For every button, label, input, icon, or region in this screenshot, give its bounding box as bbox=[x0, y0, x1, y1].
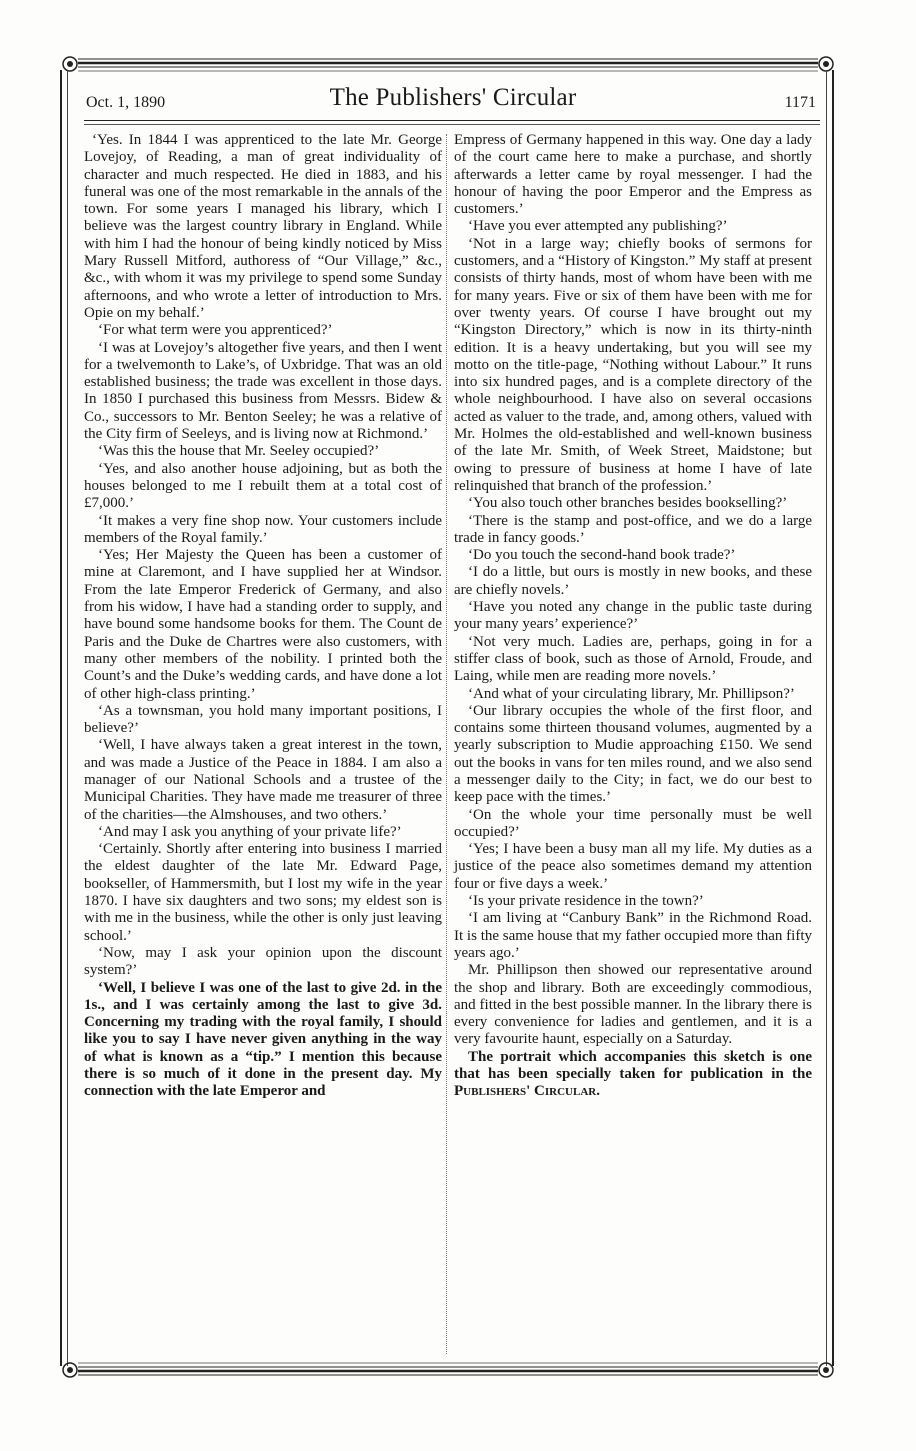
closing-note-end: . bbox=[596, 1083, 600, 1100]
publication-name: Publishers' Circular bbox=[454, 1083, 597, 1100]
paragraph: ‘Is your private residence in the town?’ bbox=[468, 893, 704, 910]
paragraph: ‘Not in a large way; chiefly books of sermons for customers, and a “History of Kingston.” My staff at present consists of thirty hands, most of whom have been with me for many years. Five or six of them have been with me for over twenty years. Of course I have brought out my “Kingston Directory,” which is now in its thirty-ninth edition. It is a heavy undertaking, but you will see my motto on the title-page, “Nothing without Labour.” It runs into six hundred pages, and is a complete directory of the whole neighbourhood. I have also on several occasions acted as valuer to the trade, and, among others, valued with Mr. Holmes the old-established and well-known business of the late Mr. Smith, of Week Street, Maidstone; but owing to pressure of business at home I have of late relinquished that branch of the profession.’ bbox=[454, 235, 812, 494]
page-number: 1171 bbox=[784, 94, 816, 111]
right-border-rule bbox=[826, 70, 834, 1366]
header-rule bbox=[84, 120, 820, 121]
paragraph: ‘I was at Lovejoy’s altogether five years, and then I went for a twelvemonth to Lake’s, of Uxbridge. That was an old established business; the trade was excellent in those days. In 1850 I purchased this business from Messrs. Bidew & Co., successors to Mr. Benton Seeley; he was a relative of the City firm of Seeleys, and is living now at Richmond.’ bbox=[84, 339, 442, 443]
closing-note-text: The portrait which accompanies this sketch is one that has been specially taken for publication in the bbox=[454, 1048, 812, 1083]
journal-title: The Publishers' Circular bbox=[329, 84, 577, 111]
bottom-ornamental-rule bbox=[62, 1360, 834, 1382]
paragraph: ‘And what of your circulating library, Mr. Phillipson?’ bbox=[468, 685, 795, 702]
paragraph: ‘Certainly. Shortly after entering into business I married the eldest daughter of the late Mr. Edward Page, bookseller, of Hammersmith, but I lost my wife in the year 1870. I have six daughters and two sons; my eldest son is with me in the business, while the other is only just leaving school.’ bbox=[84, 841, 442, 944]
paragraph: ‘As a townsman, you hold many important positions, I believe?’ bbox=[84, 702, 442, 737]
paragraph: ‘For what term were you apprenticed?’ bbox=[98, 322, 333, 339]
paragraph: ‘Well, I believe I was one of the last to give 2d. in the 1s., and I was certainly among the last to give 3d. Concerning my trading with the royal family, I should like you to say I have never given anything in the way of what is known as a “tip.” I mention this because there is so much of it done in the present day. My connection with the late Emperor and bbox=[84, 979, 442, 1100]
left-column bbox=[84, 132, 442, 1101]
paragraph: ‘There is the stamp and post-office, and we do a large trade in fancy goods.’ bbox=[454, 512, 812, 546]
paragraph: ‘Do you touch the second-hand book trade?’ bbox=[468, 547, 736, 564]
top-ornamental-rule bbox=[62, 52, 834, 74]
paragraph: ‘Yes, and also another house adjoining, but as both the houses belonged to me I rebuilt them at a total cost of £7,000.’ bbox=[84, 460, 442, 512]
paragraph: ‘And may I ask you anything of your private life?’ bbox=[98, 823, 402, 840]
header-rule-thin bbox=[84, 124, 820, 125]
paragraph: ‘It makes a very fine shop now. Your customers include members of the Royal family.’ bbox=[84, 512, 442, 546]
paragraph: ‘Was this the house that Mr. Seeley occupied?’ bbox=[98, 443, 380, 460]
paragraph: ‘Have you noted any change in the public taste during your many years’ experience?’ bbox=[454, 599, 812, 633]
paragraph: ‘Yes; I have been a busy man all my life. My duties as a justice of the peace also sometimes demand my attention four or five days a week.’ bbox=[454, 841, 812, 892]
paragraph: ‘Yes; Her Majesty the Queen has been a customer of mine at Claremont, and I have supplied her at Windsor. From the late Emperor Frederick of Germany, and also from his widow, I have had a standing order to supply, and have bound some handsome books for them. The Count de Paris and the Duke de Chartres were also customers, with many other members of the nobility. I printed both the Count’s and the Duke’s wedding cards, and have done a lot of other high-class printing.’ bbox=[84, 547, 442, 702]
column-divider bbox=[446, 134, 447, 1354]
closing-note bbox=[454, 1049, 812, 1101]
paragraph: Empress of Germany happened in this way. One day a lady of the court came here to make a purchase, and shortly afterwards a letter came by royal messenger. I had the honour of having the poor Emperor and the Empress as customers.’ bbox=[454, 132, 812, 218]
running-head bbox=[84, 84, 822, 118]
paragraph: Mr. Phillipson then showed our representative around the shop and library. Both are exceedingly commodious, and fitted in the best possible manner. In the library there is every convenience for ladies and gentlemen, and it is a very favourite haunt, especially on a Saturday. bbox=[454, 962, 812, 1048]
left-border-rule bbox=[60, 70, 68, 1366]
paragraph: ‘I am living at “Canbury Bank” in the Richmond Road. It is the same house that my father occupied more than fifty years ago.’ bbox=[454, 910, 812, 961]
paragraph: ‘Now, may I ask your opinion upon the discount system?’ bbox=[84, 944, 442, 979]
paragraph: ‘You also touch other branches besides bookselling?’ bbox=[468, 495, 788, 512]
paragraph: ‘I do a little, but ours is mostly in new books, and these are chiefly novels.’ bbox=[454, 564, 812, 598]
right-column bbox=[454, 132, 812, 1101]
paragraph: ‘Yes. In 1844 I was apprenticed to the late Mr. George Lovejoy, of Reading, a man of great individuality of character and much respected. He died in 1883, and his funeral was one of the most remarkable in the annals of the town. For some years I managed his library, which I believe was the largest country library in England. While with him I had the honour of being kindly noticed by Miss Mary Russell Mitford, authoress of “Our Village,” &c., &c., with whom it was my privilege to spend some Sunday afternoons, and who wrote a letter of introduction to Mrs. Opie on my behalf.’ bbox=[84, 132, 442, 321]
paragraph: ‘Not very much. Ladies are, perhaps, going in for a stiffer class of book, such as those of Arnold, Froude, and Laing, while men are reading more novels.’ bbox=[454, 633, 812, 685]
paragraph: ‘On the whole your time personally must be well occupied?’ bbox=[454, 806, 812, 840]
paragraph: ‘Well, I have always taken a great interest in the town, and was made a Justice of the Peace in 1884. I am also a manager of our National Schools and a trustee of the Municipal Charities. They have made me treasurer of three of the charities—the Almshouses, and two others.’ bbox=[84, 737, 442, 823]
paragraph: ‘Have you ever attempted any publishing?’ bbox=[468, 218, 728, 235]
issue-date: Oct. 1, 1890 bbox=[86, 94, 166, 111]
paragraph: ‘Our library occupies the whole of the first floor, and contains some thirteen thousand volumes, augmented by a yearly subscription to Mudie approaching £150. We send out the books in vans for ten miles round, and we also send a messenger daily to the City; in fact, we do our best to keep pace with the times.’ bbox=[454, 702, 812, 806]
